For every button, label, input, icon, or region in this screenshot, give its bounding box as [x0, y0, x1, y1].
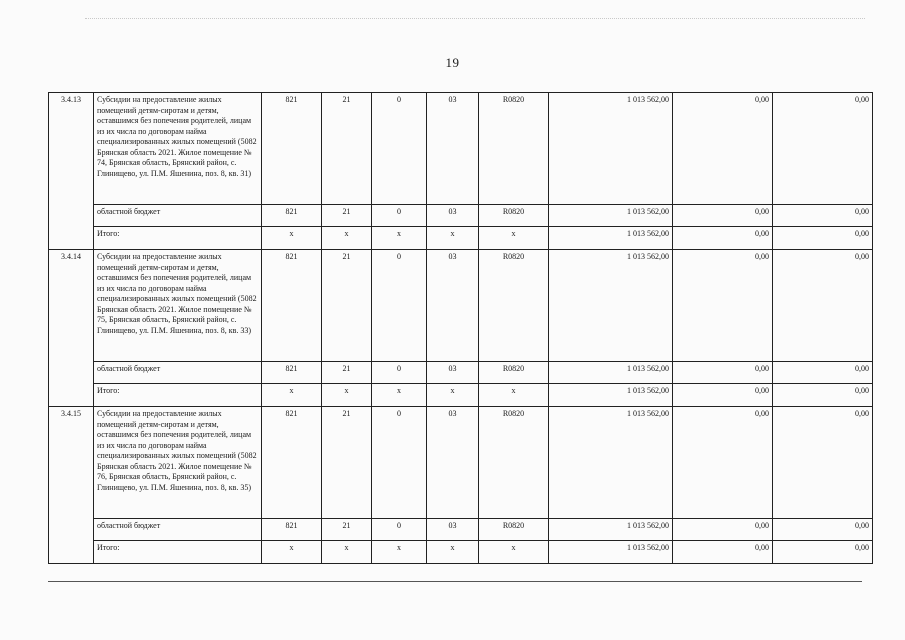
cell-amount-year-3: 0,00: [773, 541, 873, 564]
cell-kbk-ministry: 821: [262, 362, 322, 384]
cell-amount-year-2: 0,00: [673, 519, 773, 541]
cell-kbk-target: х: [479, 541, 549, 564]
cell-amount-year-1: 1 013 562,00: [549, 407, 673, 519]
cell-amount-year-2: 0,00: [673, 541, 773, 564]
cell-kbk-target: х: [479, 384, 549, 407]
cell-amount-year-1: 1 013 562,00: [549, 519, 673, 541]
cell-kbk-subsection: 0: [372, 205, 427, 227]
cell-kbk-section: х: [322, 541, 372, 564]
cell-amount-year-1: 1 013 562,00: [549, 227, 673, 250]
item-code: 3.4.15: [49, 407, 94, 564]
cell-amount-year-1: 1 013 562,00: [549, 362, 673, 384]
cell-amount-year-1: 1 013 562,00: [549, 541, 673, 564]
item-description: Субсидии на предоставление жилых помещений детям-сиротам и детям, оставшимся без попечения родителей, лицам из их числа по договорам найма специализированных жилых помещений (5082 Брянская область 2021. Жилое помещение № 74, Брянская область, Брянский район, с. Глинищево, ул. П.М. Яшенина, поз. 8, кв. 31): [94, 93, 262, 205]
cell-amount-year-3: 0,00: [773, 93, 873, 205]
cell-kbk-target: R0820: [479, 519, 549, 541]
cell-kbk-ministry: х: [262, 541, 322, 564]
table-row-total: [49, 384, 873, 407]
cell-amount-year-1: 1 013 562,00: [549, 93, 673, 205]
cell-kbk-section: х: [322, 227, 372, 250]
cell-amount-year-1: 1 013 562,00: [549, 250, 673, 362]
table-row-source: [49, 362, 873, 384]
item-code: 3.4.13: [49, 93, 94, 250]
cell-kbk-section: х: [322, 384, 372, 407]
cell-kbk-target: R0820: [479, 407, 549, 519]
cell-kbk-section: 21: [322, 250, 372, 362]
cell-kbk-subsection: х: [372, 541, 427, 564]
cell-kbk-target: R0820: [479, 205, 549, 227]
table-row-source: [49, 519, 873, 541]
cell-kbk-program: 03: [427, 362, 479, 384]
cell-amount-year-1: 1 013 562,00: [549, 384, 673, 407]
cell-kbk-program: 03: [427, 250, 479, 362]
cell-amount-year-3: 0,00: [773, 384, 873, 407]
cell-amount-year-3: 0,00: [773, 205, 873, 227]
cell-kbk-program: 03: [427, 519, 479, 541]
cell-kbk-ministry: х: [262, 384, 322, 407]
cell-kbk-ministry: х: [262, 227, 322, 250]
cell-kbk-section: 21: [322, 407, 372, 519]
cell-kbk-subsection: 0: [372, 362, 427, 384]
cell-kbk-ministry: 821: [262, 519, 322, 541]
cell-kbk-section: 21: [322, 519, 372, 541]
cell-kbk-section: 21: [322, 362, 372, 384]
cell-kbk-program: х: [427, 227, 479, 250]
source-label: областной бюджет: [94, 205, 262, 227]
scan-artifact-line: [85, 18, 865, 19]
table-row-main: [49, 93, 873, 205]
table-row-total: [49, 227, 873, 250]
cell-kbk-ministry: 821: [262, 93, 322, 205]
page-number: 19: [445, 55, 460, 70]
cell-kbk-ministry: 821: [262, 407, 322, 519]
budget-table-body: [49, 93, 873, 564]
cell-kbk-ministry: 821: [262, 250, 322, 362]
item-description: Субсидии на предоставление жилых помещений детям-сиротам и детям, оставшимся без попечения родителей, лицам из их числа по договорам найма специализированных жилых помещений (5082 Брянская область 2021. Жилое помещение № 76, Брянская область, Брянский район, с. Глинищево, ул. П.М. Яшенина, поз. 8, кв. 35): [94, 407, 262, 519]
cell-kbk-target: R0820: [479, 362, 549, 384]
cell-amount-year-2: 0,00: [673, 93, 773, 205]
cell-amount-year-2: 0,00: [673, 362, 773, 384]
cell-kbk-subsection: х: [372, 227, 427, 250]
cell-kbk-subsection: 0: [372, 250, 427, 362]
item-description: Субсидии на предоставление жилых помещений детям-сиротам и детям, оставшимся без попечения родителей, лицам из их числа по договорам найма специализированных жилых помещений (5082 Брянская область 2021. Жилое помещение № 75, Брянская область, Брянский район, с. Глинищево, ул. П.М. Яшенина, поз. 8, кв. 33): [94, 250, 262, 362]
cell-kbk-target: х: [479, 227, 549, 250]
cell-kbk-program: 03: [427, 407, 479, 519]
cell-kbk-program: х: [427, 384, 479, 407]
cell-amount-year-2: 0,00: [673, 407, 773, 519]
table-row-source: [49, 205, 873, 227]
cell-kbk-program: 03: [427, 93, 479, 205]
cell-kbk-subsection: 0: [372, 519, 427, 541]
cell-kbk-target: R0820: [479, 93, 549, 205]
source-label: областной бюджет: [94, 362, 262, 384]
table-row-total: [49, 541, 873, 564]
bottom-rule: [48, 581, 862, 582]
cell-kbk-program: х: [427, 541, 479, 564]
cell-kbk-subsection: х: [372, 384, 427, 407]
cell-kbk-subsection: 0: [372, 93, 427, 205]
cell-amount-year-3: 0,00: [773, 519, 873, 541]
table-row-main: [49, 250, 873, 362]
cell-amount-year-3: 0,00: [773, 407, 873, 519]
total-label: Итого:: [94, 384, 262, 407]
cell-kbk-section: 21: [322, 205, 372, 227]
cell-kbk-section: 21: [322, 93, 372, 205]
cell-kbk-target: R0820: [479, 250, 549, 362]
source-label: областной бюджет: [94, 519, 262, 541]
cell-amount-year-1: 1 013 562,00: [549, 205, 673, 227]
item-code: 3.4.14: [49, 250, 94, 407]
cell-amount-year-3: 0,00: [773, 250, 873, 362]
cell-kbk-ministry: 821: [262, 205, 322, 227]
cell-amount-year-2: 0,00: [673, 205, 773, 227]
cell-amount-year-3: 0,00: [773, 227, 873, 250]
cell-amount-year-2: 0,00: [673, 384, 773, 407]
cell-kbk-subsection: 0: [372, 407, 427, 519]
cell-amount-year-2: 0,00: [673, 227, 773, 250]
cell-amount-year-2: 0,00: [673, 250, 773, 362]
cell-kbk-program: 03: [427, 205, 479, 227]
cell-amount-year-3: 0,00: [773, 362, 873, 384]
table-row-main: [49, 407, 873, 519]
total-label: Итого:: [94, 541, 262, 564]
budget-table: [48, 92, 873, 564]
total-label: Итого:: [94, 227, 262, 250]
